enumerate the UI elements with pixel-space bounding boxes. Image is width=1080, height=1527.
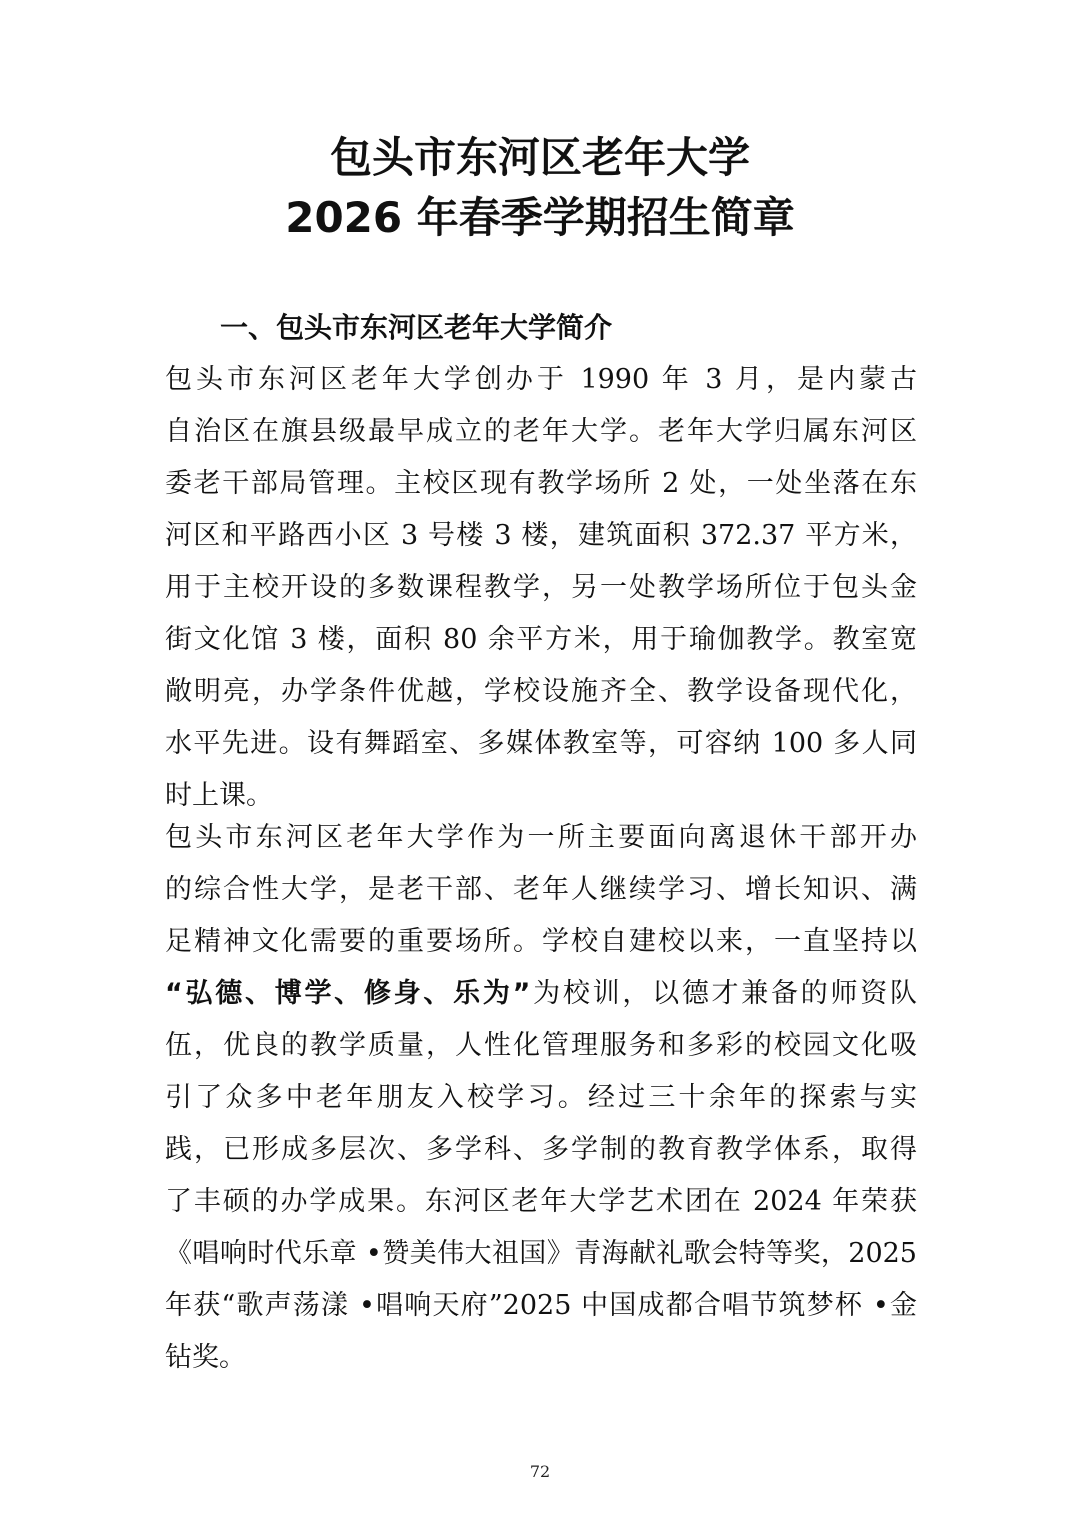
paragraph-line: 时上课。 (165, 780, 273, 811)
paragraph-line: 自治区在旗县级最早成立的老年大学。老年大学归属东河区 (165, 416, 917, 447)
paragraph-line: 用于主校开设的多数课程教学，另一处教学场所位于包头金 (165, 572, 917, 603)
motto-suffix: 为校训，以德才兼备的师资队 (530, 978, 917, 1009)
paragraph-line: 包头市东河区老年大学作为一所主要面向离退休干部开办 (165, 822, 917, 853)
motto-line (165, 968, 917, 1020)
section-heading: 一、包头市东河区老年大学简介 (220, 311, 613, 344)
paragraph-line: 包头市东河区老年大学创办于 1990 年 3 月，是内蒙古 (165, 364, 917, 395)
document-title-line1: 包头市东河区老年大学 (329, 133, 750, 182)
paragraph-line: 河区和平路西小区 3 号楼 3 楼，建筑面积 372.37 平方米， (165, 520, 917, 551)
paragraph-line: 足精神文化需要的重要场所。学校自建校以来，一直坚持以 (165, 926, 917, 957)
paragraph-line: 街文化馆 3 楼，面积 80 余平方米，用于瑜伽教学。教室宽 (165, 624, 917, 655)
paragraph-line: 钻奖。 (165, 1342, 246, 1373)
paragraph-line: 了丰硕的办学成果。东河区老年大学艺术团在 2024 年荣获 (165, 1186, 917, 1217)
paragraph-line: 引了众多中老年朋友入校学习。经过三十余年的探索与实 (165, 1082, 917, 1113)
page-number: 72 (529, 1462, 551, 1481)
paragraph-line: 的综合性大学，是老干部、老年人继续学习、增长知识、满 (165, 874, 917, 905)
paragraph-line: 水平先进。设有舞蹈室、多媒体教室等，可容纳 100 多人同 (165, 728, 917, 759)
document-title-line2: 2026 年春季学期招生简章 (285, 193, 795, 242)
paragraph-line: 委老干部局管理。主校区现有教学场所 2 处，一处坐落在东 (165, 468, 917, 499)
paragraph-line: 年获“歌声荡漾 •唱响天府”2025 中国成都合唱节筑梦杯 •金 (165, 1290, 917, 1321)
school-motto: “弘德、博学、修身、乐为” (165, 978, 531, 1009)
paragraph-line: 《唱响时代乐章 •赞美伟大祖国》青海献礼歌会特等奖，2025 (165, 1238, 917, 1269)
paragraph-mission (165, 812, 917, 1384)
paragraph-line: 敞明亮，办学条件优越，学校设施齐全、教学设备现代化， (165, 676, 917, 707)
paragraph-line: 伍，优良的教学质量，人性化管理服务和多彩的校园文化吸 (165, 1030, 917, 1061)
paragraph-line: 践，已形成多层次、多学科、多学制的教育教学体系，取得 (165, 1134, 917, 1165)
paragraph-intro (165, 354, 917, 822)
